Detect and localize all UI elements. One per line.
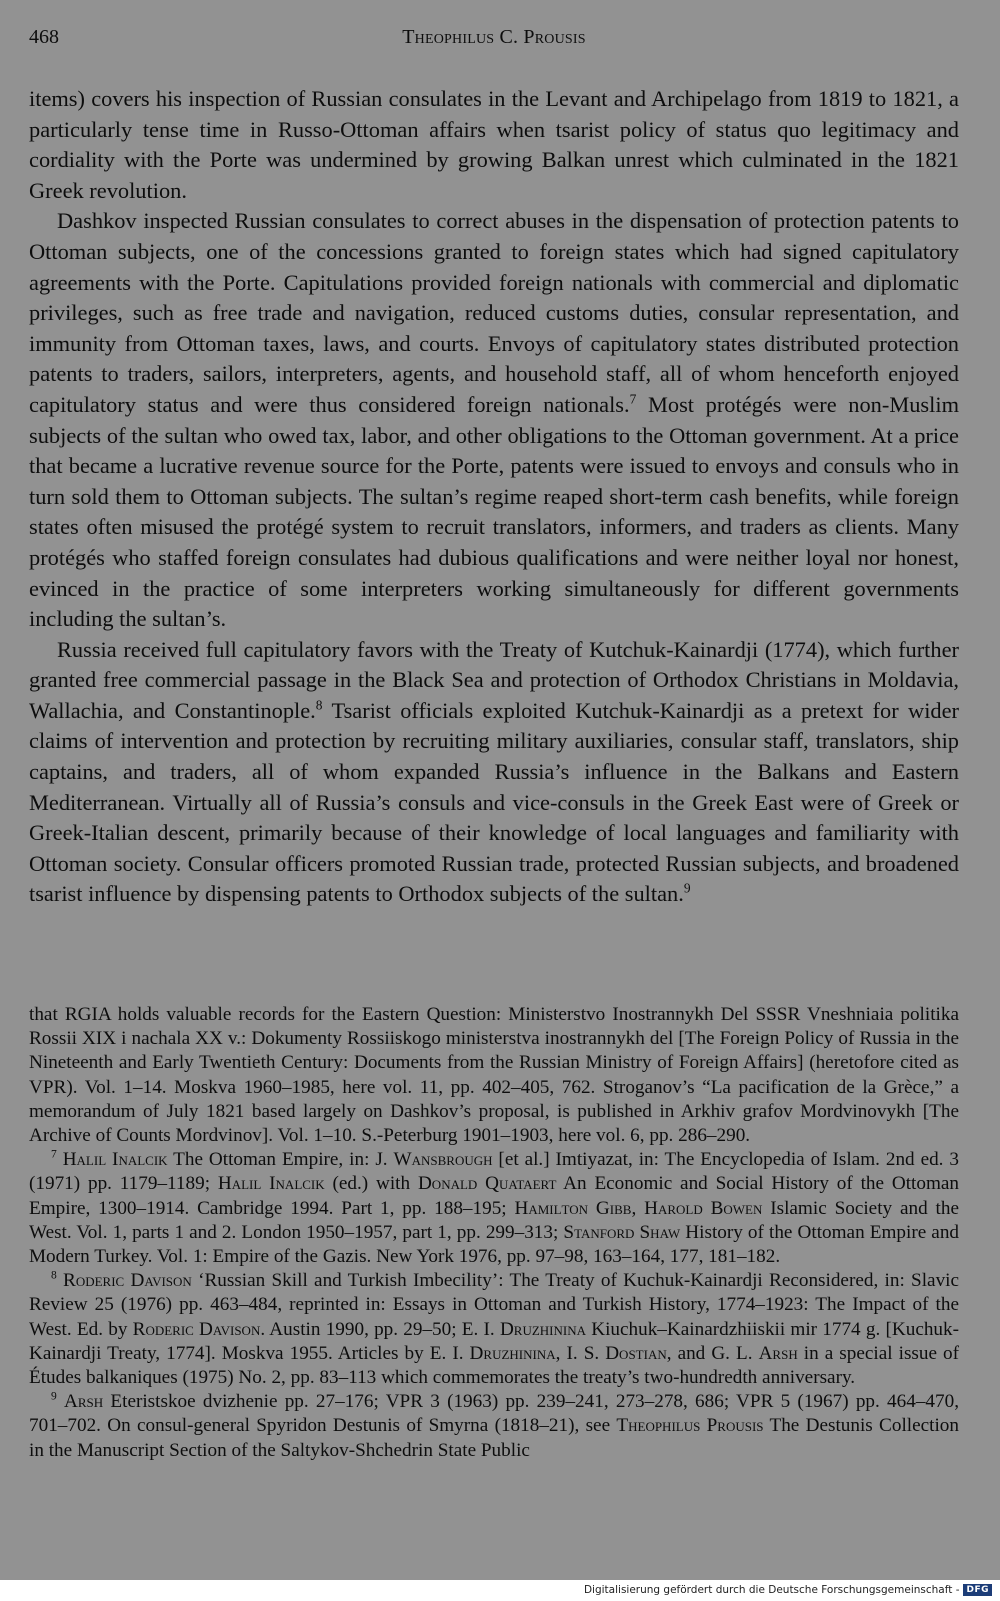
citation-text: ‘Russian Skill and Turkish Imbecility’: The Treaty of Kuchuk-Kainardji Reconsidered, in: Slavic Review 25 (1976) pp. 463–484, reprinted in: Essays in Ottoman and Turkish History, 1774–1923: The Impact of the West. Ed. by (29, 1270, 960, 1340)
footnote-ref-8[interactable]: 8 (315, 697, 323, 713)
author-name: Druzhinina (499, 1318, 587, 1340)
author-name: Roderic Davison (63, 1270, 192, 1292)
paragraph-2 (29, 206, 959, 634)
page-header (29, 26, 959, 56)
paragraph-3-text-a: Russia received full capitulatory favors with the Treaty of Kutchuk-Kainardji (1774), which further granted free commercial passage in the Black Sea and protection of Orthodox Christians in Moldavia, Wallachia, and Constantinople. (29, 636, 959, 723)
footnote-7 (29, 1148, 959, 1269)
author-name: Hamilton Gibb (514, 1197, 632, 1219)
footnote-number: 7 (51, 1148, 57, 1161)
author-name: Donald Quataert (417, 1173, 557, 1195)
citation-text: The Destunis Collection in the Manuscript Section of the Saltykov-Shchedrin State Public (29, 1415, 959, 1461)
citation-text: Kiuchuk–Kainardzhiiskii mir 1774 g. [Kuchuk-Kainardji Treaty, 1774]. Moskva 1955. Articles by E. I. (29, 1318, 960, 1364)
citation-text: , I. S. (555, 1342, 606, 1364)
footnote-continuation: that RGIA holds valuable records for the Eastern Question: Ministerstvo Inostrannykh Del SSSR Vneshniaia politika Rossii XIX i nachala XX v.: Dokumenty Rossiiskogo ministerstva inostrannykh del [The Foreign Policy of Russia in the Nineteenth and Early Twentieth Century: Documents from the Russian Ministry of Foreign Affairs] (heretofore cited as VPR). Vol. 1–14. Moskva 1960–1985, here vol. 11, pp. 402–405, 762. Stroganov’s “La pacification de la Grèce,” a memorandum of July 1821 based largely on Dashkov’s proposal, is published in Arkhiv grafov Mordvinovykh [The Archive of Counts Mordvinov]. Vol. 1–10. S.-Peterburg 1901–1903, here vol. 6, pp. 286–290. (29, 1004, 959, 1147)
author-name: Halil Inalcik (217, 1173, 325, 1195)
citation-text: History of the Ottoman Empire and Modern Turkey. Vol. 1: Empire of the Gazis. New York 1976, pp. 97–98, 163–164, 177, 181–182. (29, 1221, 960, 1268)
citation-text: in a special issue of Études balkaniques (1975) No. 2, pp. 83–113 which commemorates the treaty’s two-hundredth anniversary. (29, 1342, 960, 1389)
author-name: Stanford Shaw (563, 1221, 681, 1243)
footnote-ref-7[interactable]: 7 (629, 391, 637, 407)
author-name: Arsh (64, 1391, 104, 1413)
author-name: Dostian (605, 1342, 667, 1364)
author-name: Theophilus Prousis (616, 1415, 764, 1437)
citation-text: [et al.] Imtiyazat, in: The Encyclopedia of Islam. 2nd ed. 3 (1971) pp. 1179–1189; (29, 1149, 959, 1195)
footnote-number: 9 (51, 1390, 57, 1403)
digitization-footer (584, 1584, 992, 1596)
citation-text: Islamic Society and the West. Vol. 1, parts 1 and 2. London 1950–1957, part 1, pp. 299–313; (29, 1197, 959, 1243)
citation-text: An Economic and Social History of the Ottoman Empire, 1300–1914. Cambridge 1994. Part 1, pp. 188–195; (29, 1173, 959, 1219)
footnote-8 (29, 1269, 959, 1390)
author-name: Arsh (758, 1342, 798, 1364)
author-name: Roderic Davison (132, 1318, 261, 1340)
paragraph-1 (29, 84, 959, 206)
citation-text: The Ottoman Empire, in: J. (167, 1149, 394, 1171)
paragraph-3 (29, 635, 959, 910)
citation-text: , (631, 1197, 645, 1219)
dfg-logo: DFG (963, 1584, 992, 1596)
citation-text: Eteristskoe dvizhenie pp. 27–176; VPR 3 (1963) pp. 239–241, 273–278, 686; VPR 5 (1967) pp. 464–470, 701–702. On consul-general Spyridon Destunis of Smyrna (1818–21), see (29, 1391, 959, 1437)
author-name: Halil Inalcik (62, 1149, 168, 1171)
funding-credit: Digitalisierung gefördert durch die Deutsche Forschungsgemeinschaft - (583, 1584, 960, 1596)
running-head: Theophilus C. Prousis (402, 26, 586, 48)
footnote-ref-9[interactable]: 9 (683, 880, 691, 896)
page-number: 468 (29, 26, 59, 48)
footnote-9 (29, 1390, 959, 1463)
citation-text: . Austin 1990, pp. 29–50; E. I. (260, 1318, 500, 1340)
author-name: Harold Bowen (644, 1197, 763, 1219)
footnotes (29, 1003, 959, 1463)
main-text (29, 84, 959, 910)
footnote-number: 8 (51, 1269, 57, 1282)
paragraph-1-text: items) covers his inspection of Russian consulates in the Levant and Archipelago from 1819 to 1821, a particularly tense time in Russo-Ottoman affairs when tsarist policy of status quo legitimacy and cordiality with the Porte was undermined by growing Balkan unrest which culminated in the 1821 Greek revolution. (29, 86, 959, 203)
citation-text: , and G. L. (666, 1342, 759, 1364)
paragraph-2-text-b: Most protégés were non-Muslim subjects of the sultan who owed tax, labor, and other obligations to the Ottoman government. At a price that became a lucrative revenue source for the Porte, patents were issued to envoys and consuls who in turn sold them to Ottoman subjects. The sultan’s regime reaped short-term cash benefits, while foreign states often misused the protégé system to recruit translators, informers, and traders as clients. Many protégés who staffed foreign consulates had dubious qualifications and were neither loyal nor honest, evinced in the practice of some interpreters working simultaneously for different governments including the sultan’s. (29, 391, 959, 632)
paragraph-3-text-b: Tsarist officials exploited Kutchuk-Kainardji as a pretext for wider claims of intervention and protection by recruiting military auxiliaries, consular staff, translators, ship captains, and traders, all of whom expanded Russia’s influence in the Balkans and Eastern Mediterranean. Virtually all of Russia’s consuls and vice-consuls in the Greek East were of Greek or Greek-Italian descent, primarily because of their knowledge of local languages and familiarity with Ottoman society. Consular officers promoted Russian trade, protected Russian subjects, and broadened tsarist influence by dispensing patents to Orthodox subjects of the sultan. (29, 697, 960, 907)
author-name: Wansbrough (393, 1149, 493, 1171)
author-name: Druzhinina (469, 1342, 556, 1364)
citation-text: (ed.) with (324, 1173, 418, 1195)
paragraph-2-text-a: Dashkov inspected Russian consulates to correct abuses in the dispensation of protection patents to Ottoman subjects, one of the concessions granted to foreign states which had signed capitulatory agreements with the Porte. Capitulations provided foreign nationals with commercial and diplomatic privileges, such as free trade and navigation, reduced customs duties, consular representation, and immunity from Ottoman taxes, laws, and courts. Envoys of capitulatory states distributed protection patents to traders, sailors, interpreters, agents, and household staff, all of whom henceforth enjoyed capitulatory status and were thus considered foreign nationals. (29, 208, 959, 417)
